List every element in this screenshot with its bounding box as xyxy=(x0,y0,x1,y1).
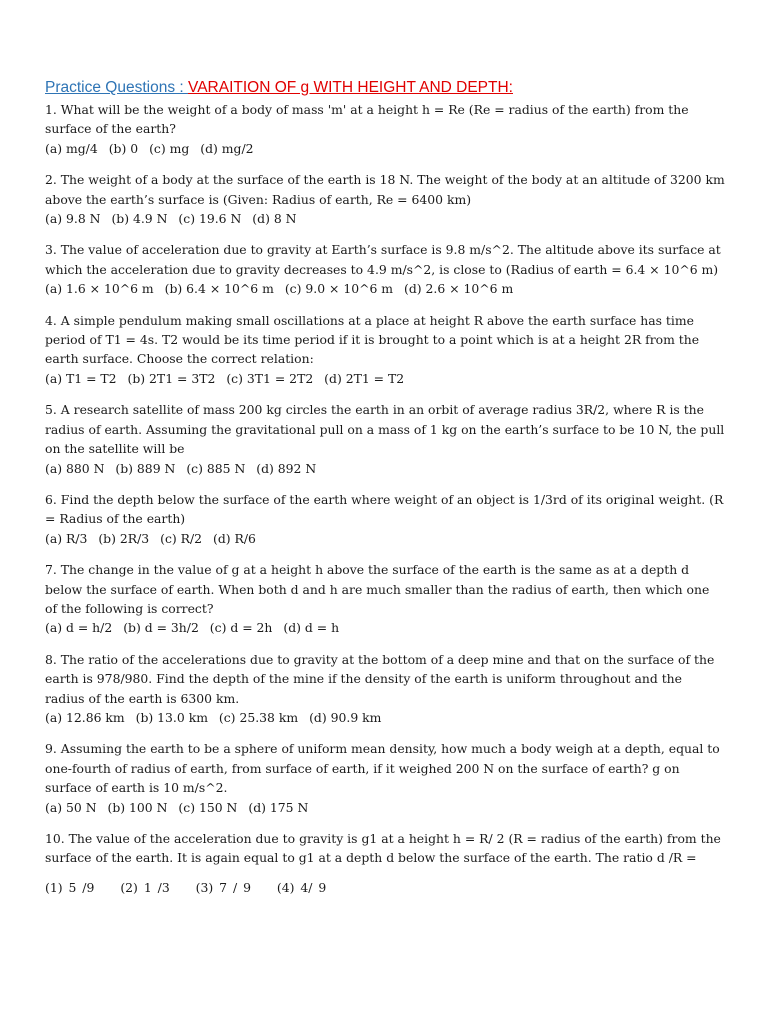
question-1 xyxy=(45,100,725,158)
question-stem: 3. The value of acceleration due to gravity at Earth’s surface is 9.8 m/s^2. The altitude above its surface at which the acceleration due to gravity decreases to 4.9 m/s^2, is close to (Radius of earth = 6.4 × 10^6 m) xyxy=(45,242,721,277)
document-page xyxy=(45,78,725,909)
option-c: (c) 9.0 × 10^6 m xyxy=(284,281,394,297)
question-stem: 9. Assuming the earth to be a sphere of uniform mean density, how much a body weigh at a depth, equal to one-fourth of radius of earth, from surface of earth, if it weighed 200 N on the surface of earth? g on surface of earth is 10 m/s^2. xyxy=(45,741,720,796)
question-4 xyxy=(45,311,725,389)
question-options xyxy=(45,459,725,478)
question-6 xyxy=(45,490,725,548)
question-options xyxy=(45,529,725,548)
option-a: (a) R/3 xyxy=(45,530,88,546)
question-options xyxy=(45,209,725,228)
option-b: (b) 0 xyxy=(108,140,139,156)
question-stem: 7. The change in the value of g at a height h above the surface of the earth is the same as at a depth d below the surface of earth. When both d and h are much smaller than the radius of earth, then which one of the following is correct? xyxy=(45,562,710,616)
option-d: (d) d = h xyxy=(283,620,340,636)
option-a: (a) mg/4 xyxy=(45,140,98,156)
option-c: (c) 25.38 km xyxy=(218,709,299,725)
option-b: (b) 2R/3 xyxy=(98,530,150,546)
question-stem: 8. The ratio of the accelerations due to gravity at the bottom of a deep mine and that on the surface of the earth is 978/980. Find the depth of the mine if the density of the earth is uniform throughout and the radius of the earth is 6300 km. xyxy=(45,651,715,706)
question-5 xyxy=(45,400,725,478)
option-d: (d) 2.6 × 10^6 m xyxy=(404,281,514,297)
question-10 xyxy=(45,829,725,897)
option-a: (a) 9.8 N xyxy=(45,211,101,227)
option-b: (b) 2T1 = 3T2 xyxy=(127,370,216,386)
question-7 xyxy=(45,560,725,638)
question-options xyxy=(45,708,725,727)
question-options xyxy=(45,878,725,897)
question-stem: 6. Find the depth below the surface of the earth where weight of an object is 1/3rd of its original weight. (R = Radius of the earth) xyxy=(45,491,724,527)
option-b: (b) d = 3h/2 xyxy=(123,620,199,636)
option-b: (b) 13.0 km xyxy=(135,709,208,725)
question-stem: 10. The value of the acceleration due to gravity is g1 at a height h = R/ 2 (R = radius of the earth) from the surface of the earth. It is again equal to g1 at a depth d below the surface of the earth. The ratio d /R = xyxy=(45,831,721,866)
option-2: (2) 1 /3 xyxy=(120,879,170,895)
question-options xyxy=(45,798,725,817)
question-stem: 5. A research satellite of mass 200 kg circles the earth in an orbit of average radius 3R/2, where R is the radius of earth. Assuming the gravitational pull on a mass of 1 kg on the earth’s surface to be 10 N, the pull on the satellite will be xyxy=(45,402,725,457)
option-c: (c) 885 N xyxy=(186,460,246,476)
option-d: (d) 892 N xyxy=(256,460,317,476)
question-options xyxy=(45,139,725,158)
option-c: (c) 3T1 = 2T2 xyxy=(226,370,314,386)
question-options xyxy=(45,279,725,298)
option-a: (a) 880 N xyxy=(45,460,105,476)
option-d: (d) 90.9 km xyxy=(309,709,382,725)
option-b: (b) 4.9 N xyxy=(111,211,168,227)
option-a: (a) 12.86 km xyxy=(45,709,125,725)
option-c: (c) R/2 xyxy=(160,530,203,546)
question-9 xyxy=(45,739,725,817)
option-a: (a) T1 = T2 xyxy=(45,370,117,386)
option-d: (d) 2T1 = T2 xyxy=(324,370,405,386)
question-stem: 1. What will be the weight of a body of mass 'm' at a height h = Re (Re = radius of the earth) from the surface of the earth? xyxy=(45,102,689,137)
option-c: (c) 19.6 N xyxy=(178,211,242,227)
option-d: (d) 8 N xyxy=(252,211,297,227)
question-2 xyxy=(45,170,725,228)
option-c: (c) 150 N xyxy=(178,799,238,815)
option-b: (b) 6.4 × 10^6 m xyxy=(164,281,274,297)
option-b: (b) 100 N xyxy=(107,799,168,815)
option-1: (1) 5 /9 xyxy=(45,879,95,895)
question-stem: 4. A simple pendulum making small oscillations at a place at height R above the earth surface has time period of T1 = 4s. T2 would be its time period if it is brought to a point which is at a height 2R from the earth surface. Choose the correct relation: xyxy=(45,312,700,367)
page-title xyxy=(45,78,725,98)
question-options xyxy=(45,618,725,637)
title-topic: VARAITION OF g WITH HEIGHT AND DEPTH: xyxy=(188,79,513,96)
option-d: (d) R/6 xyxy=(213,530,256,546)
option-d: (d) mg/2 xyxy=(200,140,254,156)
option-b: (b) 889 N xyxy=(115,460,176,476)
option-a: (a) 50 N xyxy=(45,799,97,815)
question-options xyxy=(45,369,725,388)
option-d: (d) 175 N xyxy=(248,799,309,815)
option-c: (c) d = 2h xyxy=(209,620,273,636)
question-8 xyxy=(45,650,725,728)
option-a: (a) d = h/2 xyxy=(45,620,113,636)
option-3: (3) 7 / 9 xyxy=(195,879,251,895)
option-4: (4) 4/ 9 xyxy=(276,879,327,895)
option-c: (c) mg xyxy=(149,140,190,156)
option-a: (a) 1.6 × 10^6 m xyxy=(45,281,154,297)
question-stem: 2. The weight of a body at the surface of the earth is 18 N. The weight of the body at an altitude of 3200 km above the earth’s surface is (Given: Radius of earth, Re = 6400 km) xyxy=(45,172,725,207)
question-3 xyxy=(45,240,725,298)
title-prefix: Practice Questions : xyxy=(45,79,189,96)
